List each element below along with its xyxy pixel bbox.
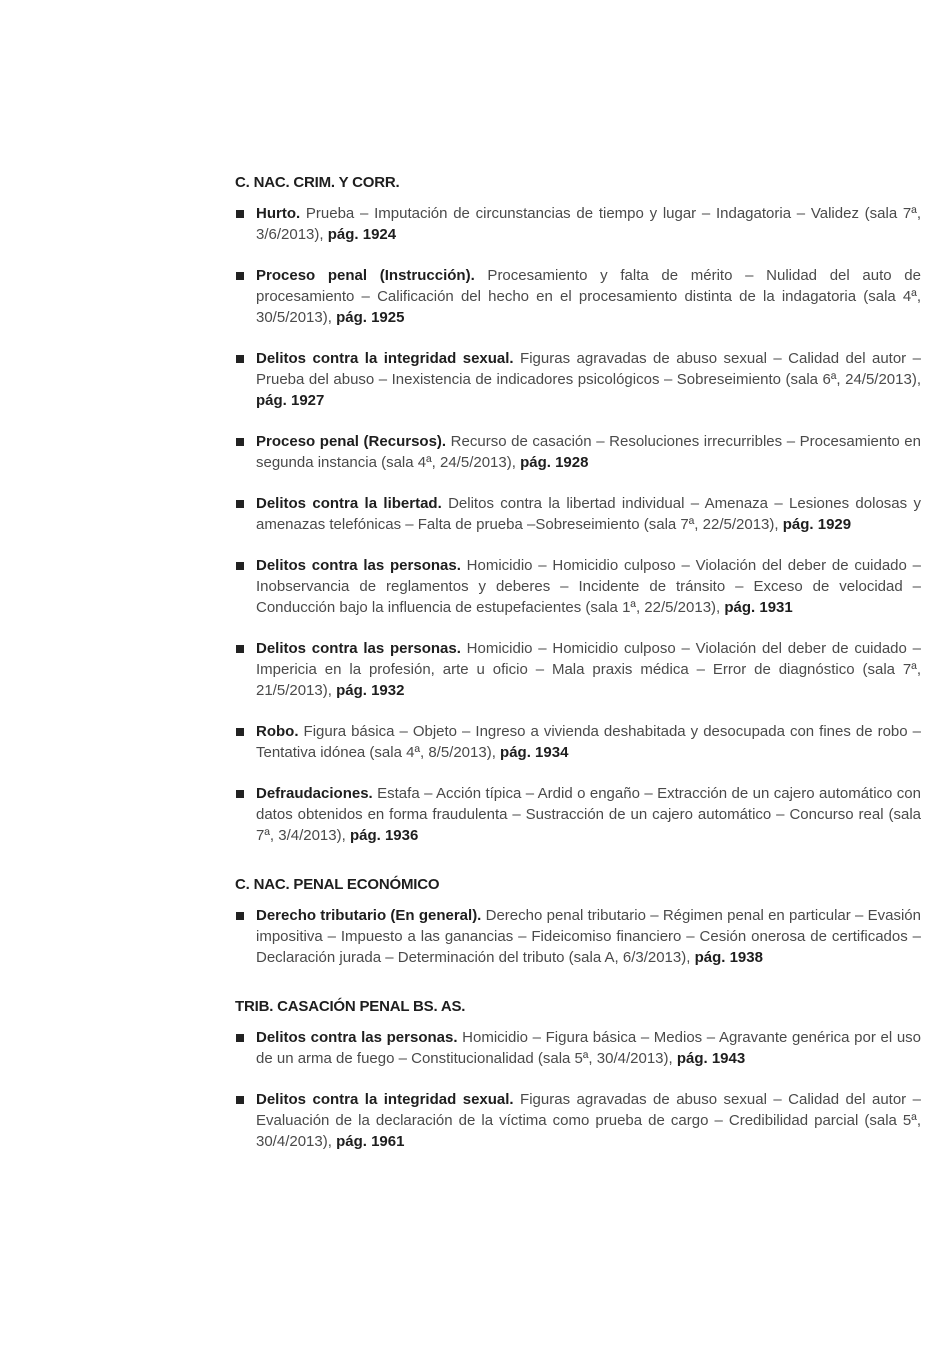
page-reference: pág. 1927 bbox=[256, 392, 325, 409]
summary-page bbox=[235, 172, 921, 1180]
page-reference: pág. 1928 bbox=[520, 454, 589, 471]
section-trib-casacion-penal bbox=[235, 996, 921, 1152]
entry-heading: Derecho tributario (En general). bbox=[256, 907, 482, 924]
page-reference: pág. 1929 bbox=[782, 516, 852, 533]
entry-heading: Proceso penal (Instrucción). bbox=[256, 267, 475, 284]
entry-heading: Delitos contra la integridad sexual. bbox=[256, 350, 514, 367]
square-bullet-icon bbox=[236, 562, 244, 570]
list-item bbox=[235, 431, 921, 473]
entry-text: Delitos contra la libertad individual – Amenaza – Lesiones dolosas y amenazas telefónicas – Falta de prueba –Sobreseimiento (sala 7ª, 22/5/2013), bbox=[256, 495, 921, 533]
entry-text: Figuras agravadas de abuso sexual – Calidad del autor – Evaluación de la declaración de la víctima como prueba de cargo – Credibilidad parcial (sala 5ª, 30/4/2013), bbox=[256, 1091, 921, 1150]
page-reference: pág. 1938 bbox=[694, 949, 763, 966]
page-reference: pág. 1925 bbox=[336, 309, 405, 326]
entry-text: Homicidio – Homicidio culposo – Violación del deber de cuidado – Impericia en la profesión, arte u oficio – Mala praxis médica – Error de diagnóstico (sala 7ª, 21/5/2013), bbox=[256, 640, 921, 699]
entry-text: Figura básica – Objeto – Ingreso a vivienda deshabitada y desocupada con fines de robo – Tentativa idónea (sala 4ª, 8/5/2013), bbox=[256, 723, 921, 761]
list-item bbox=[235, 638, 921, 701]
entry-heading: Proceso penal (Recursos). bbox=[256, 433, 447, 450]
list-item bbox=[235, 721, 921, 763]
page-reference: pág. 1936 bbox=[349, 827, 419, 844]
square-bullet-icon bbox=[236, 500, 244, 508]
entry-text: Derecho penal tributario – Régimen penal en particular – Evasión impositiva – Impuesto a las ganancias – Fideicomiso financiero – Cesión onerosa de certificados – Declaración jurada – Determinación del tributo (sala A, 6/3/2013), bbox=[256, 907, 921, 966]
list-item bbox=[235, 905, 921, 968]
square-bullet-icon bbox=[236, 210, 244, 218]
page-reference: pág. 1943 bbox=[676, 1050, 746, 1067]
page-reference: pág. 1931 bbox=[724, 599, 793, 616]
page-reference: pág. 1961 bbox=[336, 1133, 405, 1150]
entry-heading: Defraudaciones. bbox=[256, 785, 373, 802]
entry-heading: Delitos contra las personas. bbox=[256, 1029, 458, 1046]
entry-heading: Delitos contra la integridad sexual. bbox=[256, 1091, 514, 1108]
list-item bbox=[235, 203, 921, 245]
entry-heading: Delitos contra las personas. bbox=[256, 640, 461, 657]
square-bullet-icon bbox=[236, 355, 244, 363]
section-c-nac-crim-y-corr bbox=[235, 172, 921, 846]
square-bullet-icon bbox=[236, 728, 244, 736]
square-bullet-icon bbox=[236, 645, 244, 653]
square-bullet-icon bbox=[236, 438, 244, 446]
square-bullet-icon bbox=[236, 790, 244, 798]
section-c-nac-penal-economico bbox=[235, 874, 921, 968]
entry-text: Prueba – Imputación de circunstancias de tiempo y lugar – Indagatoria – Validez (sala 7ª, 3/6/2013), bbox=[256, 205, 921, 243]
entry-heading: Hurto. bbox=[256, 205, 301, 222]
entry-text: Homicidio – Homicidio culposo – Violación del deber de cuidado – Inobservancia de reglamentos y deberes – Incidente de tránsito – Exceso de velocidad – Conducción bajo la influencia de estupefacientes (sala 1ª, 22/5/2013), bbox=[256, 557, 921, 616]
page-reference: pág. 1934 bbox=[500, 744, 569, 761]
list-item bbox=[235, 493, 921, 535]
entry-heading: Delitos contra la libertad. bbox=[256, 495, 442, 512]
entry-text: Homicidio – Figura básica – Medios – Agravante genérica por el uso de un arma de fuego – Constitucionalidad (sala 5ª, 30/4/2013), bbox=[256, 1029, 922, 1067]
square-bullet-icon bbox=[236, 272, 244, 280]
page-reference: pág. 1924 bbox=[327, 226, 397, 243]
entry-text: Estafa – Acción típica – Ardid o engaño – Extracción de un cajero automático con datos obtenidos en forma fraudulenta – Sustracción de un cajero automático – Concurso real (sala 7ª, 3/4/2013), bbox=[256, 785, 921, 844]
list-item bbox=[235, 265, 921, 328]
page-reference: pág. 1932 bbox=[336, 682, 405, 699]
list-item bbox=[235, 1027, 921, 1069]
square-bullet-icon bbox=[236, 1096, 244, 1104]
square-bullet-icon bbox=[236, 1034, 244, 1042]
list-item bbox=[235, 1089, 921, 1152]
section-title: C. NAC. CRIM. Y CORR. bbox=[235, 174, 400, 191]
entry-heading: Delitos contra las personas. bbox=[256, 557, 461, 574]
section-title: TRIB. CASACIÓN PENAL BS. AS. bbox=[235, 998, 466, 1015]
entry-text: Recurso de casación – Resoluciones irrecurribles – Procesamiento en segunda instancia (sala 4ª, 24/5/2013), bbox=[256, 433, 921, 471]
entry-heading: Robo. bbox=[256, 723, 299, 740]
list-item bbox=[235, 783, 921, 846]
entry-text: Figuras agravadas de abuso sexual – Calidad del autor – Prueba del abuso – Inexistencia de indicadores psicológicos – Sobreseimiento (sala 6ª, 24/5/2013), bbox=[256, 350, 921, 388]
list-item bbox=[235, 555, 921, 618]
entry-text: Procesamiento y falta de mérito – Nulidad del auto de procesamiento – Calificación del hecho en el procesamiento distinta de la indagatoria (sala 4ª, 30/5/2013), bbox=[256, 267, 921, 326]
list-item bbox=[235, 348, 921, 411]
square-bullet-icon bbox=[236, 912, 244, 920]
section-title: C. NAC. PENAL ECONÓMICO bbox=[235, 876, 440, 893]
